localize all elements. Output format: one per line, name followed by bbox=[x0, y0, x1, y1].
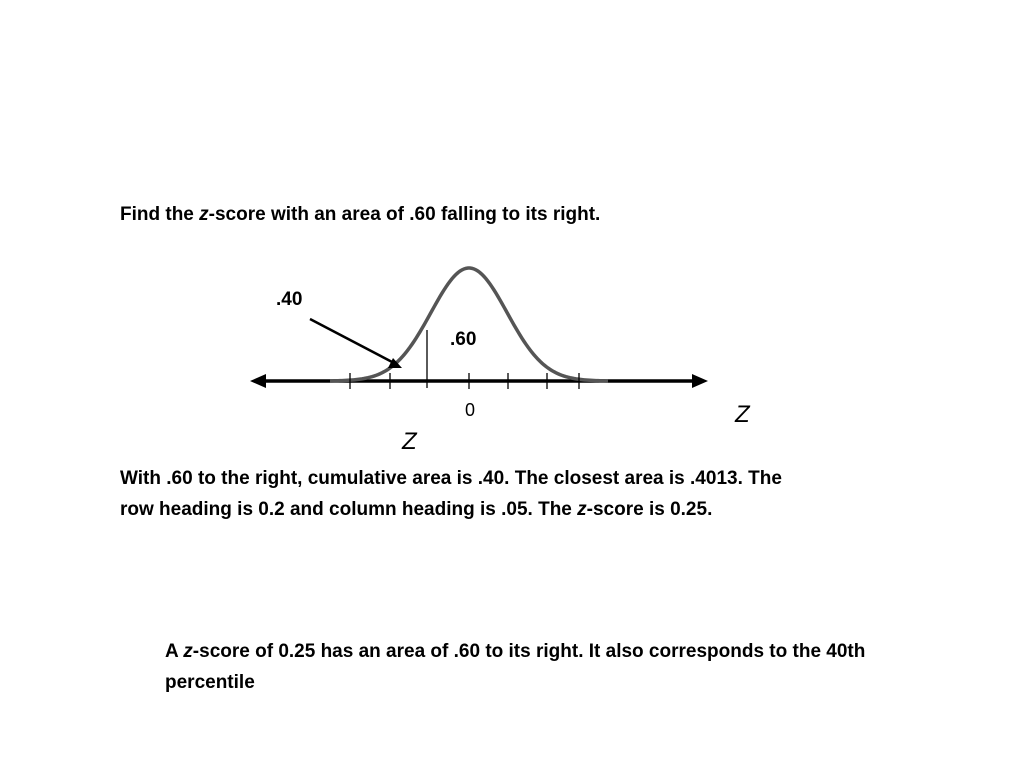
question-lead: Find the bbox=[120, 204, 200, 225]
axis-right-arrowhead bbox=[692, 374, 708, 388]
conclusion-text bbox=[165, 636, 955, 698]
right-area-label: .60 bbox=[450, 329, 477, 350]
question-rest: -score with an area of .60 falling to its right. bbox=[208, 204, 601, 225]
conclusion-rest: -score of 0.25 has an area of .60 to its right. It also corresponds to the 40th percentile bbox=[165, 641, 866, 693]
pointer-arrow-line bbox=[310, 319, 394, 363]
conclusion-z: z bbox=[183, 641, 193, 662]
zero-tick-label: 0 bbox=[465, 400, 476, 420]
z-marker-label: Z bbox=[402, 428, 417, 455]
conclusion-lead: A bbox=[165, 641, 184, 662]
left-area-label: .40 bbox=[276, 289, 303, 310]
question-z: z bbox=[199, 204, 209, 225]
explanation-part1: With .60 to the right, cumulative area is .40. The closest area is .4013. The row heading is 0.2 and column heading is .05. The bbox=[120, 468, 782, 520]
bell-curve bbox=[330, 268, 608, 381]
axis-z-label: Z bbox=[735, 401, 750, 428]
explanation-z: z bbox=[577, 499, 587, 520]
axis-left-arrowhead bbox=[250, 374, 266, 388]
explanation-part2: -score is 0.25. bbox=[586, 499, 713, 520]
explanation-text bbox=[120, 463, 800, 525]
